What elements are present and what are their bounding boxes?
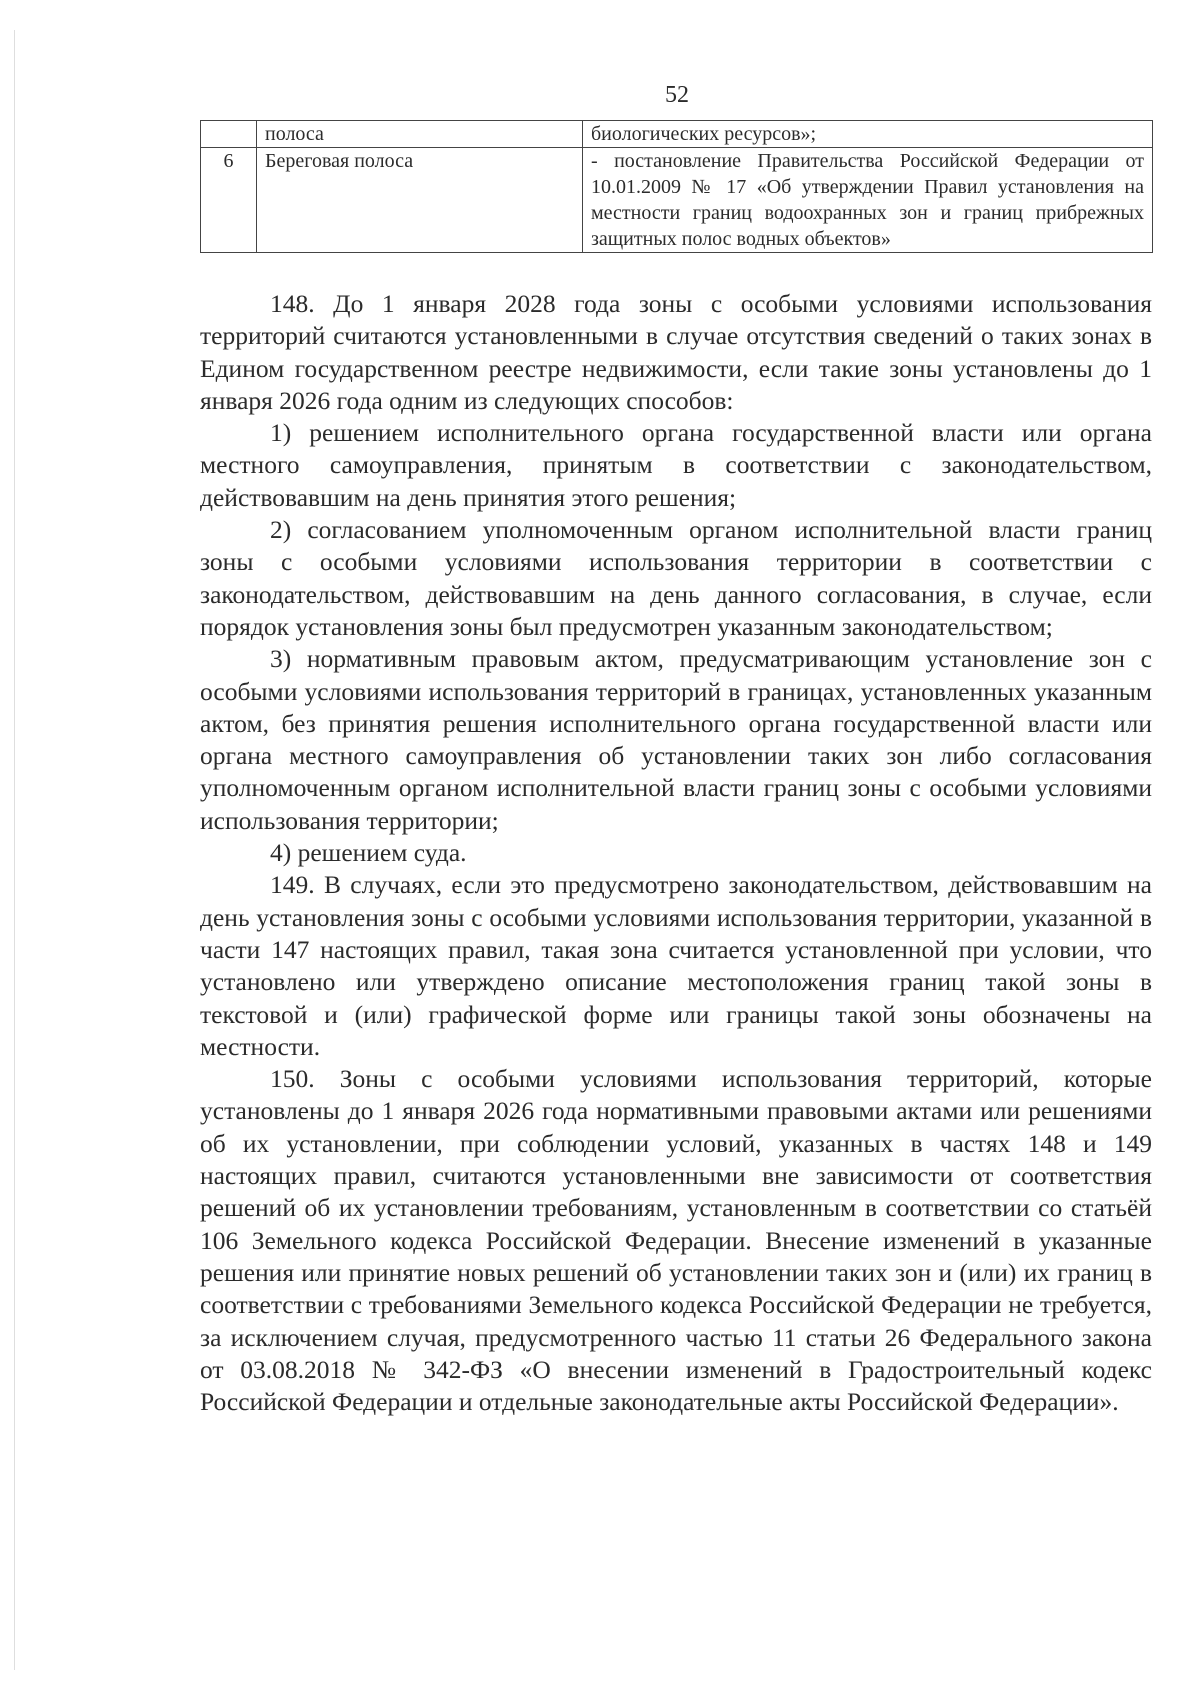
table-cell-num: 6 <box>201 148 257 253</box>
paragraph-150: 150. Зоны с особыми условиями использования территорий, которые установлены до 1 января 2026 года нормативными правовыми актами или решениями об их установлении, при соблюдении условий, указанных в частях 148 и 149 настоящих правил, считаются установленными вне зависимости от соответствия решений об их установлении требованиям, установленным в соответствии со статьёй 106 Земельного кодекса Российской Федерации. Внесение изменений в указанные решения или принятие новых решений об установлении таких зон и (или) их границ в соответствии с требованиями Земельного кодекса Российской Федерации не требуется, за исключением случая, предусмотренного частью 11 статьи 26 Федерального закона от 03.08.2018 № 342-ФЗ «О внесении изменений в Градостроительный кодекс Российской Федерации и отдельные законодательные акты Российской Федерации». <box>200 1064 1152 1417</box>
page-number: 52 <box>665 82 689 108</box>
scan-edge-line <box>14 30 15 1670</box>
table-row <box>201 148 1153 253</box>
table-row <box>201 121 1153 148</box>
list-item-1: 1) решением исполнительного органа государственной власти или органа местного самоуправления, принятым в соответствии с законодательством, действовавшим на день принятия этого решения; <box>200 418 1152 512</box>
list-item-2: 2) согласованием уполномоченным органом исполнительной власти границ зоны с особыми условиями использования территории в соответствии с законодательством, действовавшим на день данного согласования, в случае, если порядок установления зоны был предусмотрен указанным законодательством; <box>200 515 1152 641</box>
zones-table <box>200 120 1153 253</box>
table-cell-basis: биологических ресурсов»; <box>583 121 1153 148</box>
table-cell-name: полоса <box>257 121 583 148</box>
table-cell-num <box>201 121 257 148</box>
document-body <box>200 288 1152 1418</box>
paragraph-149: 149. В случаях, если это предусмотрено законодательством, действовавшим на день установления зоны с особыми условиями использования территории, указанной в части 147 настоящих правил, такая зона считается установленной при условии, что установлено или утверждено описание местоположения границ такой зоны в текстовой и (или) графической форме или границы такой зоны обозначены на местности. <box>200 870 1152 1061</box>
paragraph-148: 148. До 1 января 2028 года зоны с особыми условиями использования территорий считаются установленными в случае отсутствия сведений о таких зонах в Едином государственном реестре недвижимости, если такие зоны установлены до 1 января 2026 года одним из следующих способов: <box>200 289 1152 415</box>
table-cell-basis: - постановление Правительства Российской Федерации от 10.01.2009 № 17 «Об утверждении Правил установления на местности границ водоохранных зон и границ прибрежных защитных полос водных объектов» <box>583 148 1153 253</box>
list-item-3: 3) нормативным правовым актом, предусматривающим установление зон с особыми условиями использования территорий в границах, установленных указанным актом, без принятия решения исполнительного органа государственной власти или органа местного самоуправления об установлении таких зон либо согласования уполномоченным органом исполнительной власти границ зоны с особыми условиями использования территории; <box>200 644 1152 835</box>
table-cell-name: Береговая полоса <box>257 148 583 253</box>
list-item-4: 4) решением суда. <box>270 838 467 868</box>
